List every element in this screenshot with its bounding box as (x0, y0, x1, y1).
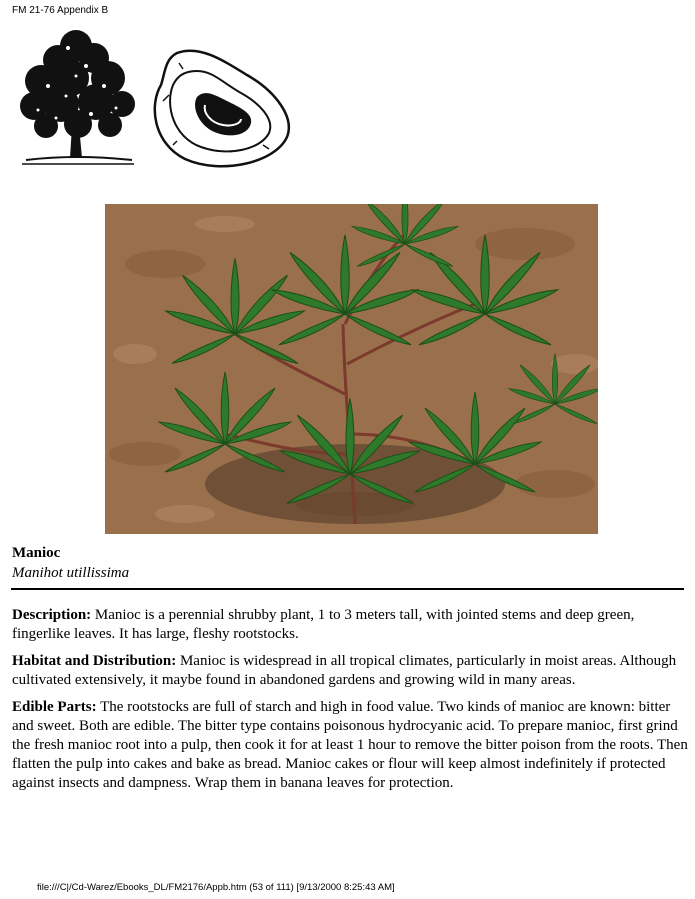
page-header: FM 21-76 Appendix B (12, 5, 109, 16)
description-heading: Description: (12, 607, 92, 623)
section-divider (11, 588, 684, 590)
description-text: Manioc is a perennial shrubby plant, 1 to 3 meters tall, with jointed stems and deep green, fingerlike leaves. It has large, fleshy rootstocks. (12, 607, 635, 642)
page-footer: file:///C|/Cd-Warez/Ebooks_DL/FM2176/Appb.htm (53 of 111) [9/13/2000 8:25:43 AM] (37, 882, 395, 893)
plant-common-name: Manioc (12, 545, 61, 561)
description-paragraph (12, 606, 692, 644)
edible-parts-heading: Edible Parts: (12, 699, 97, 715)
habitat-heading: Habitat and Distribution: (12, 653, 177, 669)
tree-illustration (16, 26, 138, 172)
edible-parts-text: The rootstocks are full of starch and high in food value. Two kinds of manioc are known: bitter and sweet. Both are edible. The bitter type contains poisonous hydrocyanic acid. To prepare manioc, first grind the fresh manioc root into a pulp, then cook it for at least 1 hour to remove the bitter poison from the roots. Then flatten the pulp into cakes and bake as bread. Manioc cakes or flour will keep almost indefinitely if protected against insects and dampness. Wrap them in banana leaves for protection. (12, 699, 688, 791)
manioc-plant-photograph (105, 204, 598, 534)
plant-scientific-name: Manihot utillissima (12, 565, 130, 581)
root-cross-section-illustration (143, 45, 293, 173)
habitat-paragraph (12, 652, 692, 690)
edible-parts-paragraph (12, 698, 692, 793)
habitat-text: Manioc is widespread in all tropical climates, particularly in moist areas. Although cultivated extensively, it maybe found in abandoned gardens and growing wild in many areas. (12, 653, 677, 688)
